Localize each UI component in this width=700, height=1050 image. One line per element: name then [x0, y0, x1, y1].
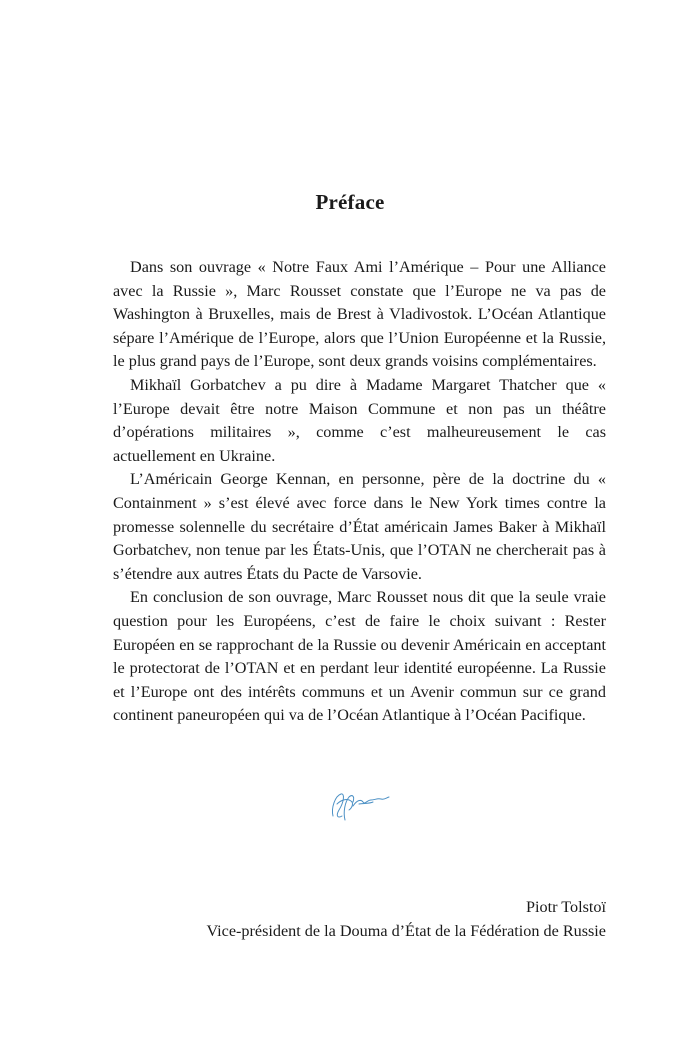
- paragraph: Dans son ouvrage « Notre Faux Ami l’Amérique – Pour une Alliance avec la Russie », Marc Rousset constate que l’Europe ne va pas de Washington à Bruxelles, mais de Brest à Vladivostok. L’Océan Atlantique sépare l’Amérique de l’Europe, alors que l’Union Européenne et la Russie, le plus grand pays de l’Europe, sont deux grands voisins complémentaires.: [113, 258, 606, 371]
- page-title: Préface: [315, 190, 385, 214]
- author-name: Piotr Tolstoï: [526, 898, 606, 916]
- author-role: Vice-président de la Douma d’État de la Fédération de Russie: [206, 921, 606, 940]
- handwritten-signature: [325, 786, 395, 826]
- signature-stroke: [332, 794, 343, 817]
- preface-body: [113, 256, 606, 728]
- paragraph: L’Américain George Kennan, en personne, père de la doctrine du « Containment » s’est élevé avec force dans le New York times contre la promesse solennelle du secrétaire d’État américain James Baker à Mikhaïl Gorbatchev, non tenue par les États-Unis, que l’OTAN ne chercherait pas à s’étendre aux autres États du Pacte de Varsovie.: [113, 470, 606, 583]
- author-signoff: [206, 896, 606, 943]
- paragraph: En conclusion de son ouvrage, Marc Rousset nous dit que la seule vraie question pour les Européens, c’est de faire le choix suivant : Rester Européen en se rapprochant de la Russie ou devenir Américain en acceptant le protectorat de l’OTAN et en perdant leur identité européenne. La Russie et l’Europe ont des intérêts communs et un Avenir commun sur ce grand continent paneuropéen qui va de l’Océan Atlantique à l’Océan Pacifique.: [113, 588, 606, 725]
- signature-stroke: [353, 797, 389, 806]
- paragraph: Mikhaïl Gorbatchev a pu dire à Madame Margaret Thatcher que « l’Europe devait être notre Maison Commune et non pas un théâtre d’opérations militaires », comme c’est malheureusement le cas actuellement en Ukraine.: [113, 375, 606, 465]
